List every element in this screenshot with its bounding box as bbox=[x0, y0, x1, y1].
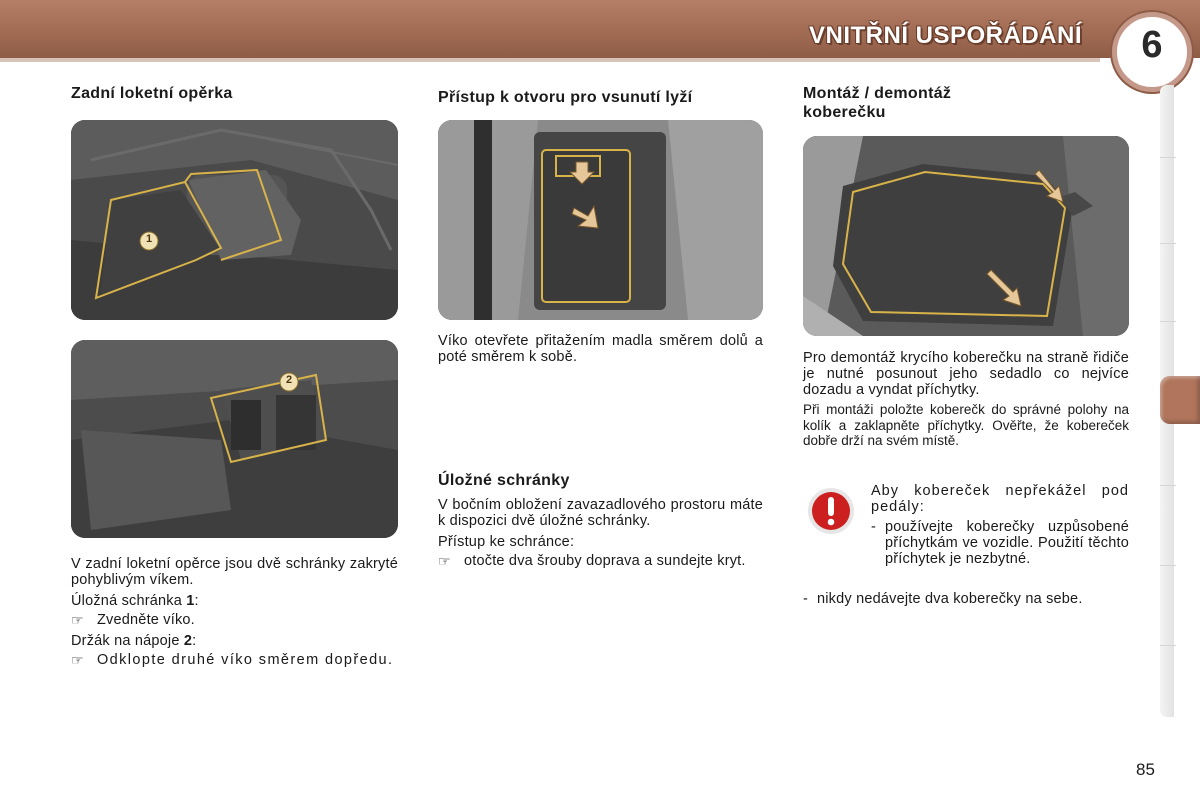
storage-step-text: Zvedněte víko. bbox=[97, 612, 195, 628]
warning-intro: Aby kobereček nepřekážel pod pedály: bbox=[871, 483, 1129, 515]
ski-hatch-text: Víko otevřete přitažením madla směrem dolů a poté směrem k sobě. bbox=[438, 333, 763, 365]
exclamation-warning-icon bbox=[806, 486, 856, 536]
photo-floor-mat bbox=[803, 136, 1129, 336]
photo-armrest-storage bbox=[71, 120, 398, 320]
column-floor-mat bbox=[803, 84, 1129, 122]
page-title: VNITŘNÍ USPOŘÁDÁNÍ bbox=[808, 22, 1082, 49]
tab-divider bbox=[1160, 565, 1176, 566]
warning-item-1: - používejte koberečky uzpůsobené příchytkám ve vozidle. Použití těchto příchytek je nezbytné. bbox=[871, 519, 1129, 567]
holder-step-text: Odklopte druhé víko směrem dopředu. bbox=[97, 652, 394, 668]
column-rear-armrest bbox=[71, 84, 398, 103]
access-step-text: otočte dva šrouby doprava a sundejte kryt. bbox=[464, 553, 746, 569]
tab-divider bbox=[1160, 157, 1176, 158]
photo-armrest-cupholder bbox=[71, 340, 398, 538]
warning-block bbox=[871, 483, 1129, 567]
pointing-hand-icon: ☞ bbox=[71, 612, 84, 628]
storage-step bbox=[71, 612, 398, 628]
access-step bbox=[438, 553, 763, 569]
chapter-tab-active[interactable] bbox=[1160, 376, 1200, 424]
warning-item-2: - nikdy nedávejte dva koberečky na sebe. bbox=[803, 591, 1083, 607]
storage-line bbox=[71, 593, 398, 609]
storage-label: Úložná schránka bbox=[71, 593, 182, 609]
holder-label: Držák na nápoje bbox=[71, 633, 180, 649]
holder-colon: : bbox=[192, 633, 197, 649]
armrest-intro-text: V zadní loketní opěrce jsou dvě schránky zakryté pohyblivým víkem. bbox=[71, 556, 398, 588]
pointing-hand-icon: ☞ bbox=[438, 553, 451, 569]
holder-step bbox=[71, 652, 398, 668]
marker-1-label: 1 bbox=[145, 233, 153, 245]
section-heading-rear-armrest: Zadní loketní opěrka bbox=[71, 85, 233, 102]
tab-divider bbox=[1160, 645, 1176, 646]
storage-colon: : bbox=[194, 593, 199, 609]
column3-text bbox=[803, 350, 1129, 449]
mat-removal-text: Pro demontáž krycího koberečku na straně řidiče je nutné posunout jeho sedadlo co nejvíce dozadu a vyndat příchytky. bbox=[803, 350, 1129, 398]
chapter-badge bbox=[1112, 12, 1192, 92]
access-label: Přístup ke schránce: bbox=[438, 534, 575, 550]
chapter-number: 6 bbox=[1141, 24, 1163, 66]
photo-ski-hatch bbox=[438, 120, 763, 320]
storage-description: V bočním obložení zavazadlového prostoru máte k dispozici dvě úložné schránky. bbox=[438, 497, 763, 529]
page-number: 85 bbox=[1136, 760, 1155, 779]
mat-fitting-text: Při montáži položte koberečk do správné polohy na kolík a zaklapněte příchytky. Ověřte, že kobereček dobře drží na svém místě. bbox=[803, 402, 1129, 448]
section-heading-floor-mat: Montáž / demontáž koberečku bbox=[803, 85, 952, 121]
warning-item-2-text: nikdy nedávejte dva koberečky na sebe. bbox=[817, 591, 1083, 607]
header-stripe bbox=[0, 58, 1100, 62]
tab-divider bbox=[1160, 321, 1176, 322]
marker-2-label: 2 bbox=[285, 374, 293, 386]
section-heading-ski-hatch: Přístup k otvoru pro vsunutí lyží bbox=[438, 89, 693, 106]
tab-divider bbox=[1160, 243, 1176, 244]
holder-line bbox=[71, 633, 398, 649]
section-heading-storage: Úložné schránky bbox=[438, 472, 570, 489]
holder-number: 2 bbox=[183, 633, 193, 649]
storage-number: 1 bbox=[186, 593, 195, 609]
warning-item-1-text: používejte koberečky uzpůsobené příchytkám ve vozidle. Použití těchto příchytek je nezbytné. bbox=[885, 519, 1129, 567]
column2-text bbox=[438, 333, 763, 365]
column-ski-hatch bbox=[438, 88, 763, 107]
column-storage bbox=[438, 471, 763, 569]
column1-text bbox=[71, 556, 398, 668]
pointing-hand-icon: ☞ bbox=[71, 652, 85, 668]
tab-divider bbox=[1160, 485, 1176, 486]
